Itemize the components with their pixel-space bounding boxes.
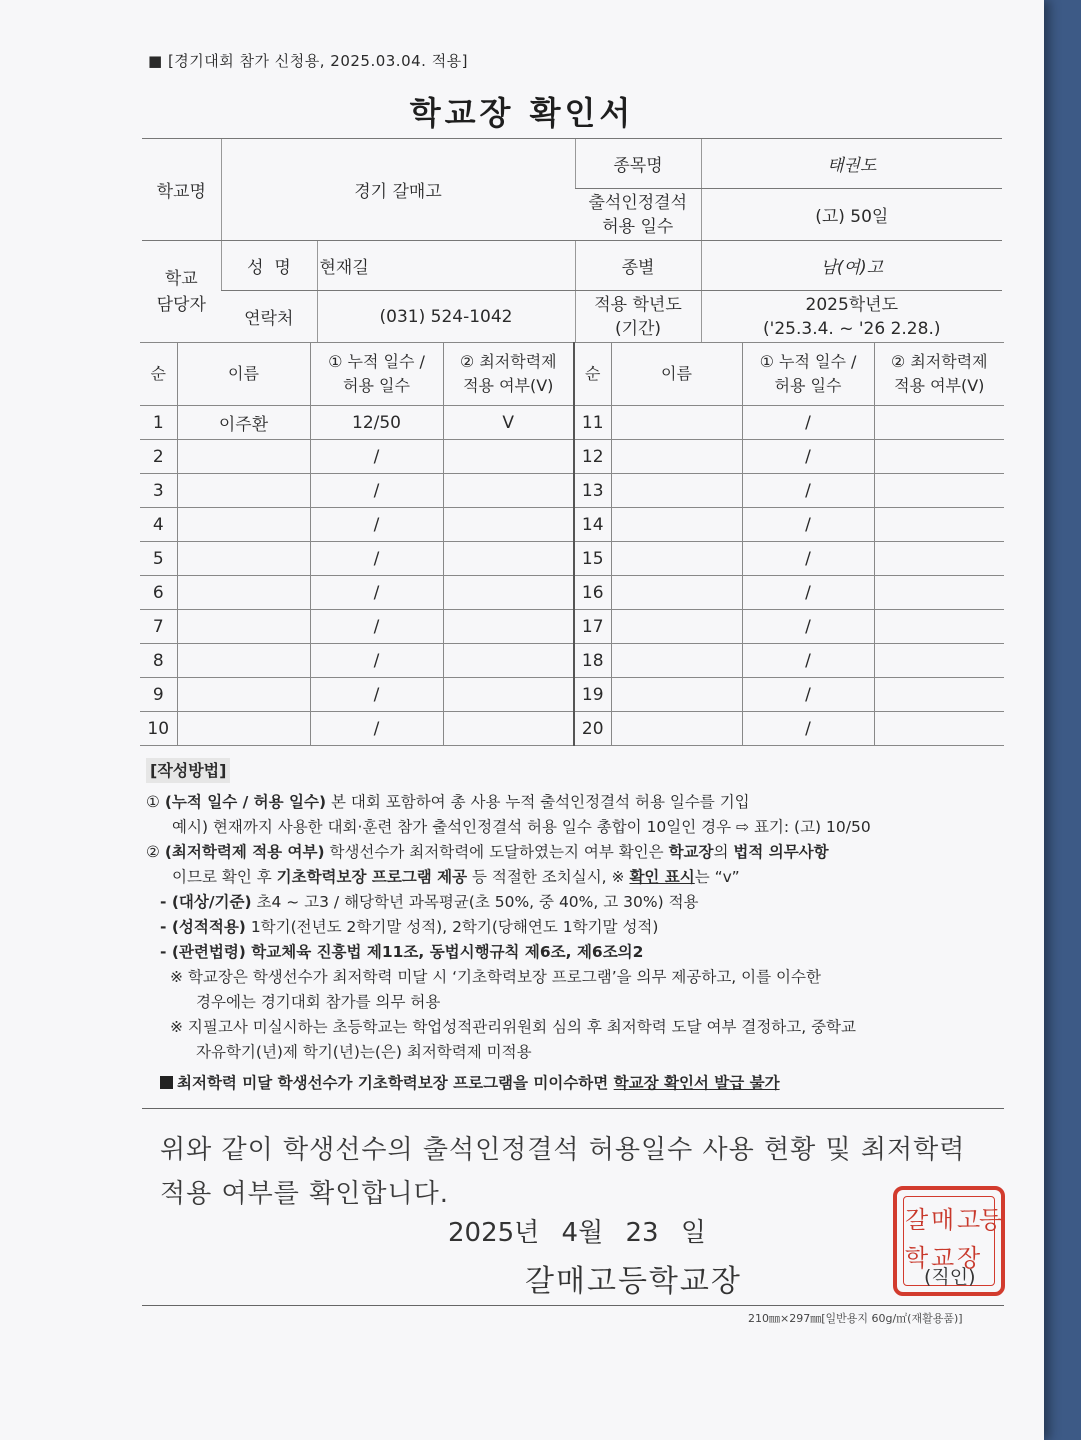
name-label: 성 명 (221, 241, 317, 291)
roster-row (140, 644, 1004, 678)
cumulative-days: 12/50 (310, 406, 443, 440)
col-name: 이름 (177, 343, 310, 406)
student-name (611, 440, 742, 474)
min-achievement-check (874, 610, 1004, 644)
cumulative-days: / (742, 576, 874, 610)
min-achievement-check (443, 474, 574, 508)
cumulative-days: / (742, 542, 874, 576)
row-number: 17 (574, 610, 611, 644)
roster-row (140, 610, 1004, 644)
min-achievement-check: V (443, 406, 574, 440)
statement-line-1: 위와 같이 학생선수의 출석인정결석 허용일수 사용 현황 및 최저학력 (160, 1135, 966, 1165)
min-achievement-check (874, 712, 1004, 746)
student-name (611, 576, 742, 610)
instruction-2: ② (최저학력제 적용 여부) 학생선수가 최저학력에 도달하였는지 여부 확인은 학교장의 법적 의무사항 (146, 843, 829, 861)
cumulative-days: / (742, 440, 874, 474)
roster-row (140, 406, 1004, 440)
min-achievement-check (443, 440, 574, 474)
manager-name: 현재길 (317, 241, 575, 291)
year-cell (701, 291, 1002, 343)
note-1-line2: 경우에는 경기대회 참가를 의무 허용 (196, 993, 441, 1011)
arrow-box-icon (160, 1076, 173, 1089)
cumulative-days: / (310, 644, 443, 678)
cumulative-days: / (310, 440, 443, 474)
year-label: 적용 학년도 (기간) (575, 291, 701, 343)
col-no-2: 순 (574, 343, 611, 406)
allowed-days-value: (고) 50일 (701, 189, 1002, 241)
gender-label: 종별 (575, 241, 701, 291)
cumulative-days: / (742, 406, 874, 440)
cumulative-days: / (742, 644, 874, 678)
contact-value: (031) 524-1042 (317, 291, 575, 343)
min-achievement-check (443, 610, 574, 644)
student-name (611, 610, 742, 644)
col-min: ② 최저학력제 적용 여부(V) (443, 343, 574, 406)
row-number: 9 (140, 678, 177, 712)
roster-row (140, 440, 1004, 474)
cumulative-days: / (742, 508, 874, 542)
instructions-heading: [작성방법] (146, 758, 230, 783)
cumulative-days: / (310, 678, 443, 712)
row-number: 18 (574, 644, 611, 678)
info-table (142, 138, 1002, 343)
instructions-section (146, 758, 1016, 1096)
note-2-line2: 자유학기(년)제 학기(년)는(은) 최저학력제 미적용 (196, 1043, 532, 1061)
student-name (177, 542, 310, 576)
min-achievement-check (443, 678, 574, 712)
min-achievement-check (443, 644, 574, 678)
row-number: 2 (140, 440, 177, 474)
cumulative-days: / (742, 678, 874, 712)
min-achievement-check (874, 576, 1004, 610)
student-name (177, 440, 310, 474)
student-name (611, 678, 742, 712)
row-number: 15 (574, 542, 611, 576)
min-achievement-check (874, 542, 1004, 576)
note-2-line1: ※ 지필고사 미실시하는 초등학교는 학업성적관리위원회 심의 후 최저학력 도달 여부 결정하고, 중학교 (170, 1018, 857, 1036)
row-number: 20 (574, 712, 611, 746)
issue-date: 2025년 4월 23 일 (448, 1218, 706, 1248)
document-title: 학교장 확인서 (409, 94, 635, 132)
cumulative-days: / (742, 610, 874, 644)
row-number: 7 (140, 610, 177, 644)
min-achievement-check (874, 678, 1004, 712)
cumulative-days: / (310, 610, 443, 644)
min-achievement-check (874, 440, 1004, 474)
roster-row (140, 576, 1004, 610)
row-number: 19 (574, 678, 611, 712)
instruction-grades: - (성적적용) 1학기(전년도 2학기말 성적), 2학기(당해연도 1학기말 성적) (160, 918, 659, 936)
student-name (611, 474, 742, 508)
student-name (611, 542, 742, 576)
roster-row (140, 474, 1004, 508)
cumulative-days: / (310, 576, 443, 610)
col-no: 순 (140, 343, 177, 406)
student-name (611, 406, 742, 440)
school-label: 학교명 (142, 139, 221, 241)
contact-label: 연락처 (221, 291, 317, 343)
student-roster-table (140, 342, 1004, 746)
cumulative-days: / (310, 712, 443, 746)
instruction-1: ① (누적 일수 / 허용 일수) 본 대회 포함하여 총 사용 누적 출석인정결석 허용 일수를 기입 (146, 793, 750, 811)
student-name (611, 508, 742, 542)
row-number: 14 (574, 508, 611, 542)
divider-top (142, 1108, 1004, 1109)
student-name (177, 644, 310, 678)
roster-header-row (140, 343, 1004, 406)
student-name: 이주환 (177, 406, 310, 440)
student-name (177, 576, 310, 610)
col-days: ① 누적 일수 / 허용 일수 (310, 343, 443, 406)
min-achievement-check (874, 644, 1004, 678)
divider-bottom (142, 1305, 1004, 1306)
student-name (611, 644, 742, 678)
row-number: 6 (140, 576, 177, 610)
manager-label: 학교 담당자 (142, 241, 221, 343)
row-number: 5 (140, 542, 177, 576)
official-seal: 갈 매 고 등 학 교 장 (893, 1186, 1005, 1296)
paper-spec-footer: 210㎜×297㎜[일반용지 60g/㎡(재활용품)] (748, 1312, 963, 1325)
cumulative-days: / (742, 474, 874, 508)
student-name (177, 508, 310, 542)
min-achievement-check (443, 712, 574, 746)
cumulative-days: / (742, 712, 874, 746)
row-number: 12 (574, 440, 611, 474)
row-number: 16 (574, 576, 611, 610)
row-number: 10 (140, 712, 177, 746)
row-number: 13 (574, 474, 611, 508)
col-days-2: ① 누적 일수 / 허용 일수 (742, 343, 874, 406)
warning-line: 최저학력 미달 학생선수가 기초학력보장 프로그램을 미이수하면 학교장 확인서 발급 불가 (146, 1071, 1016, 1096)
min-achievement-check (443, 576, 574, 610)
year-value: 2025학년도 (805, 294, 899, 315)
student-name (611, 712, 742, 746)
cumulative-days: / (310, 542, 443, 576)
instruction-target: - (대상/기준) 초4 ~ 고3 / 해당학년 과목평균(초 50%, 중 40%, 고 30%) 적용 (160, 893, 699, 911)
cumulative-days: / (310, 474, 443, 508)
roster-row (140, 678, 1004, 712)
year-period: ('25.3.4. ~ '26 2.28.) (763, 318, 941, 339)
row-number: 4 (140, 508, 177, 542)
min-achievement-check (443, 542, 574, 576)
event-value: 태권도 (701, 139, 1002, 189)
min-achievement-check (874, 406, 1004, 440)
min-achievement-check (443, 508, 574, 542)
statement-line-2: 적용 여부를 확인합니다. (160, 1179, 449, 1209)
instruction-2-line2: 이므로 확인 후 기초학력보장 프로그램 제공 등 적절한 조치실시, ※ 확인 표시는 “v” (172, 868, 740, 886)
col-min-2: ② 최저학력제 적용 여부(V) (874, 343, 1004, 406)
student-name (177, 712, 310, 746)
row-number: 1 (140, 406, 177, 440)
principal-title: 갈매고등학교장 (525, 1264, 742, 1299)
event-label: 종목명 (575, 139, 701, 189)
stamp-label: (직인) (924, 1266, 976, 1288)
row-number: 11 (574, 406, 611, 440)
min-achievement-check (874, 474, 1004, 508)
gender-value: 남(여)고 (701, 241, 1002, 291)
confirmation-statement (160, 1128, 1020, 1216)
instruction-1-example: 예시) 현재까지 사용한 대회·훈련 참가 출석인정결석 허용 일수 총합이 10일인 경우 ⇨ 표기: (고) 10/50 (172, 818, 871, 836)
form-tag: ■ [경기대회 참가 신청용, 2025.03.04. 적용] (148, 52, 469, 70)
student-name (177, 474, 310, 508)
school-value: 경기 갈매고 (221, 139, 575, 241)
cumulative-days: / (310, 508, 443, 542)
roster-row (140, 712, 1004, 746)
note-1-line1: ※ 학교장은 학생선수가 최저학력 미달 시 ‘기초학력보장 프로그램’을 의무 제공하고, 이를 이수한 (170, 968, 821, 986)
roster-row (140, 542, 1004, 576)
student-name (177, 610, 310, 644)
allowed-days-label: 출석인정결석 허용 일수 (575, 189, 701, 241)
col-name-2: 이름 (611, 343, 742, 406)
roster-row (140, 508, 1004, 542)
instruction-law: - (관련법령) 학교체육 진흥법 제11조, 동법시행규칙 제6조, 제6조의2 (160, 943, 644, 961)
row-number: 3 (140, 474, 177, 508)
student-name (177, 678, 310, 712)
min-achievement-check (874, 508, 1004, 542)
row-number: 8 (140, 644, 177, 678)
